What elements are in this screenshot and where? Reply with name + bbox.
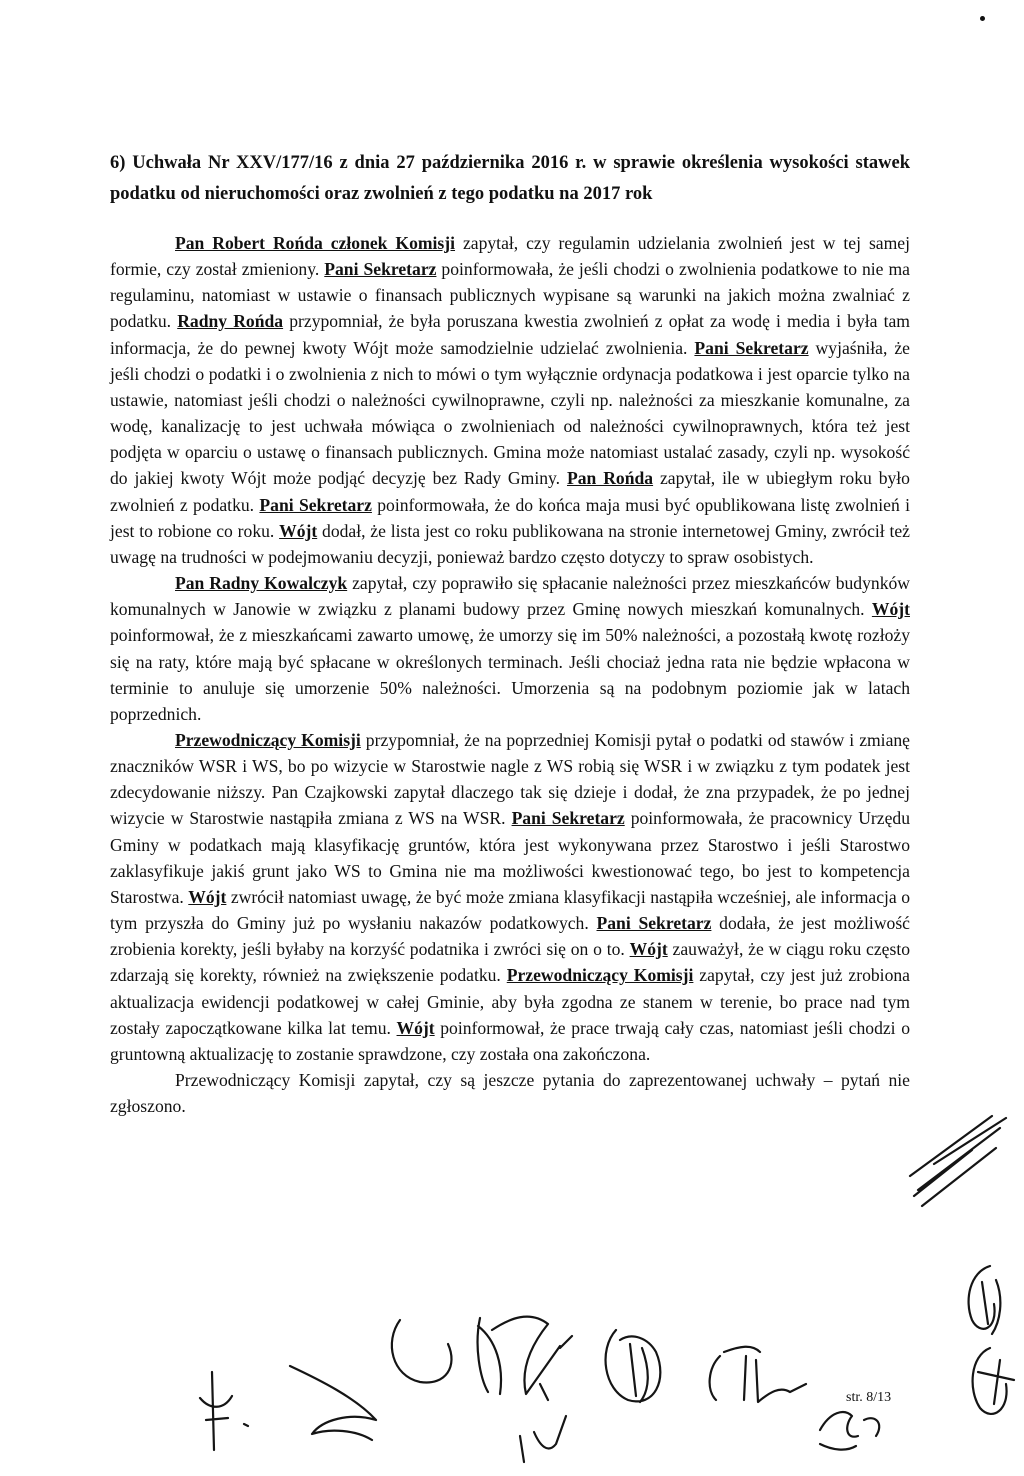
- paragraph-text: zapytał, czy poprawiło się spłacanie należności przez mieszkańców budynków komunalnych w Janowie w związku z planami budowy przez Gminę nowych mieszkań komunalnych.: [110, 573, 910, 620]
- speaker-name: Pan Rońda: [566, 468, 654, 489]
- paragraph: [110, 570, 910, 727]
- speaker-name: Wójt: [188, 886, 227, 907]
- heading-number: 6): [110, 153, 126, 173]
- speaker-name: Przewodniczący Komisji: [175, 729, 361, 750]
- speaker-name: Wójt: [871, 599, 910, 620]
- paragraph-text: zapytał, ile w ubiegłym roku było zwolnień z podatku.: [110, 468, 910, 515]
- speaker-name: Wójt: [629, 939, 668, 960]
- heading-text: Uchwała Nr XXV/177/16 z dnia 27 października 2016 r. w sprawie określenia wysokości stawek podatku od nieruchomości oraz zwolnień z tego podatku na 2017 rok: [110, 153, 910, 204]
- page-number: str. 8/13: [846, 1390, 892, 1405]
- speaker-name: Pani Sekretarz: [259, 494, 372, 515]
- paragraph-text: zauważył, że w ciągu roku często zdarzają się korekty, również na zwiększenie podatku.: [110, 939, 911, 986]
- paragraph-text: Przewodniczący Komisji zapytał, czy są jeszcze pytania do zaprezentowanej uchwały – pytań nie zgłoszono.: [110, 1070, 910, 1117]
- paragraph-text: zwrócił natomiast uwagę, że być może zmiana klasyfikacji nastąpiła wcześniej, ale informacja o tym przyszła do Gminy już po wysłaniu nakazów podatkowych.: [110, 886, 910, 934]
- paragraph-text: poinformowała, że jeśli chodzi o zwolnienia podatkowe to nie ma regulaminu, natomiast w ustawie o finansach publicznych wypisane są warunki na jakich można zwalniać z podatku.: [110, 259, 910, 332]
- paragraph-text: zapytał, czy regulamin udzielania zwolnień jest w tej samej formie, czy został zmieniony.: [110, 233, 910, 280]
- paragraph-text: przypomniał, że na poprzedniej Komisji pytał o podatki od stawów i zmianę znaczników WSR i WS, bo po wizycie w Starostwie nagle z WS robią się WSR i w związku z tym podatek jest zdecydowanie niższy. Pan Czajkowski zapytał dlaczego tak się dzieje i dodał, że zna przypadek, że po jednej wizycie w Starostwie nastąpiła zmiana z WS na WSR.: [110, 729, 910, 829]
- paragraph-text: wyjaśniła, że jeśli chodzi o podatki i o zwolnienia z nich to mówi o tym wyłącznie ordynacja podatkowa i jest oparcie tylko na ustawie, natomiast jeśli chodzi o należności cywilnoprawne, czyli np. należności za mieszkanie komunalne, za wodę, kanalizację to jest uchwała mówiąca o zwolnieniach od należności cywilnoprawnych, która też jest podjęta w oparciu o ustawę o finansach publicznych. Gmina może natomiast ustalać zasady, czyli np. wysokość do jakiej kwoty Wójt może podjąć decyzję bez Rady Gminy.: [110, 337, 910, 489]
- paragraph-text: zapytał, czy jest już zrobiona aktualizacja ewidencji podatkowej w całej Gminie, aby była zgodna ze stanem w terenie, bo prace nad tym zostały zapoczątkowane kilka lat temu.: [110, 965, 910, 1038]
- speaker-name: Pani Sekretarz: [596, 913, 712, 934]
- paragraph-text: dodał, że lista jest co roku publikowana na stronie internetowej Gminy, zwrócił też uwagę na trudności w podejmowaniu decyzji, ponieważ bardzo często dotyczy to spraw osobistych.: [110, 520, 910, 567]
- speaker-name: Radny Rońda: [177, 311, 284, 332]
- speaker-name: Pan Radny Kowalczyk: [175, 573, 348, 594]
- paragraph-text: przypomniał, że była poruszana kwestia zwolnień z opłat za wodę i media i była tam informacja, że do pewnej kwoty Wójt może samodzielnie udzielać zwolnienia.: [110, 311, 910, 358]
- minutes-body: [110, 230, 910, 1119]
- resolution-heading: [110, 148, 910, 210]
- speaker-name: Wójt: [396, 1017, 435, 1038]
- paragraph-text: poinformował, że z mieszkańcami zawarto umowę, że umorzy się im 50% należności, a pozostałą kwotę rozłoży się na raty, które mają być spłacane w określonych terminach. Jeśli chociaż jedna rata nie będzie wpłacona w terminie to anuluje się umorzenie 50% należności. Umorzenia są na podobnym poziomie jak w latach poprzednich.: [110, 625, 910, 724]
- paragraph: [110, 1067, 910, 1119]
- speaker-name: Pani Sekretarz: [694, 337, 809, 358]
- paragraph-text: dodała, że jest możliwość zrobienia korekty, jeśli byłaby na korzyść podatnika i zwróci się on o to.: [110, 913, 910, 960]
- paragraph: [110, 727, 910, 1067]
- speaker-name: Wójt: [279, 520, 318, 541]
- speaker-name: Pan Robert Rońda członek Komisji: [175, 233, 456, 253]
- speaker-name: Pani Sekretarz: [324, 259, 437, 280]
- paragraph: [110, 230, 910, 570]
- scan-speck: [980, 16, 985, 21]
- paragraph-text: poinformowała, że do końca maja musi być opublikowana listę zwolnień i jest to robione co roku.: [110, 494, 910, 541]
- speaker-name: Pani Sekretarz: [511, 808, 625, 829]
- paragraph-text: poinformowała, że pracownicy Urzędu Gminy w podatkach mają klasyfikację gruntów, która jest wykonywana przez Starostwo i jeśli Starostwo zaklasyfikuje jakiś grunt jako WS to Gmina nie ma możliwości kwestionować tego, bo jest to kompetencja Starostwa.: [110, 808, 910, 907]
- speaker-name: Przewodniczący Komisji: [506, 965, 694, 986]
- paragraph-text: poinformował, że prace trwają cały czas, natomiast jeśli chodzi o gruntowną aktualizację to zostanie sprawdzone, czy została ona zakończona.: [110, 1017, 910, 1064]
